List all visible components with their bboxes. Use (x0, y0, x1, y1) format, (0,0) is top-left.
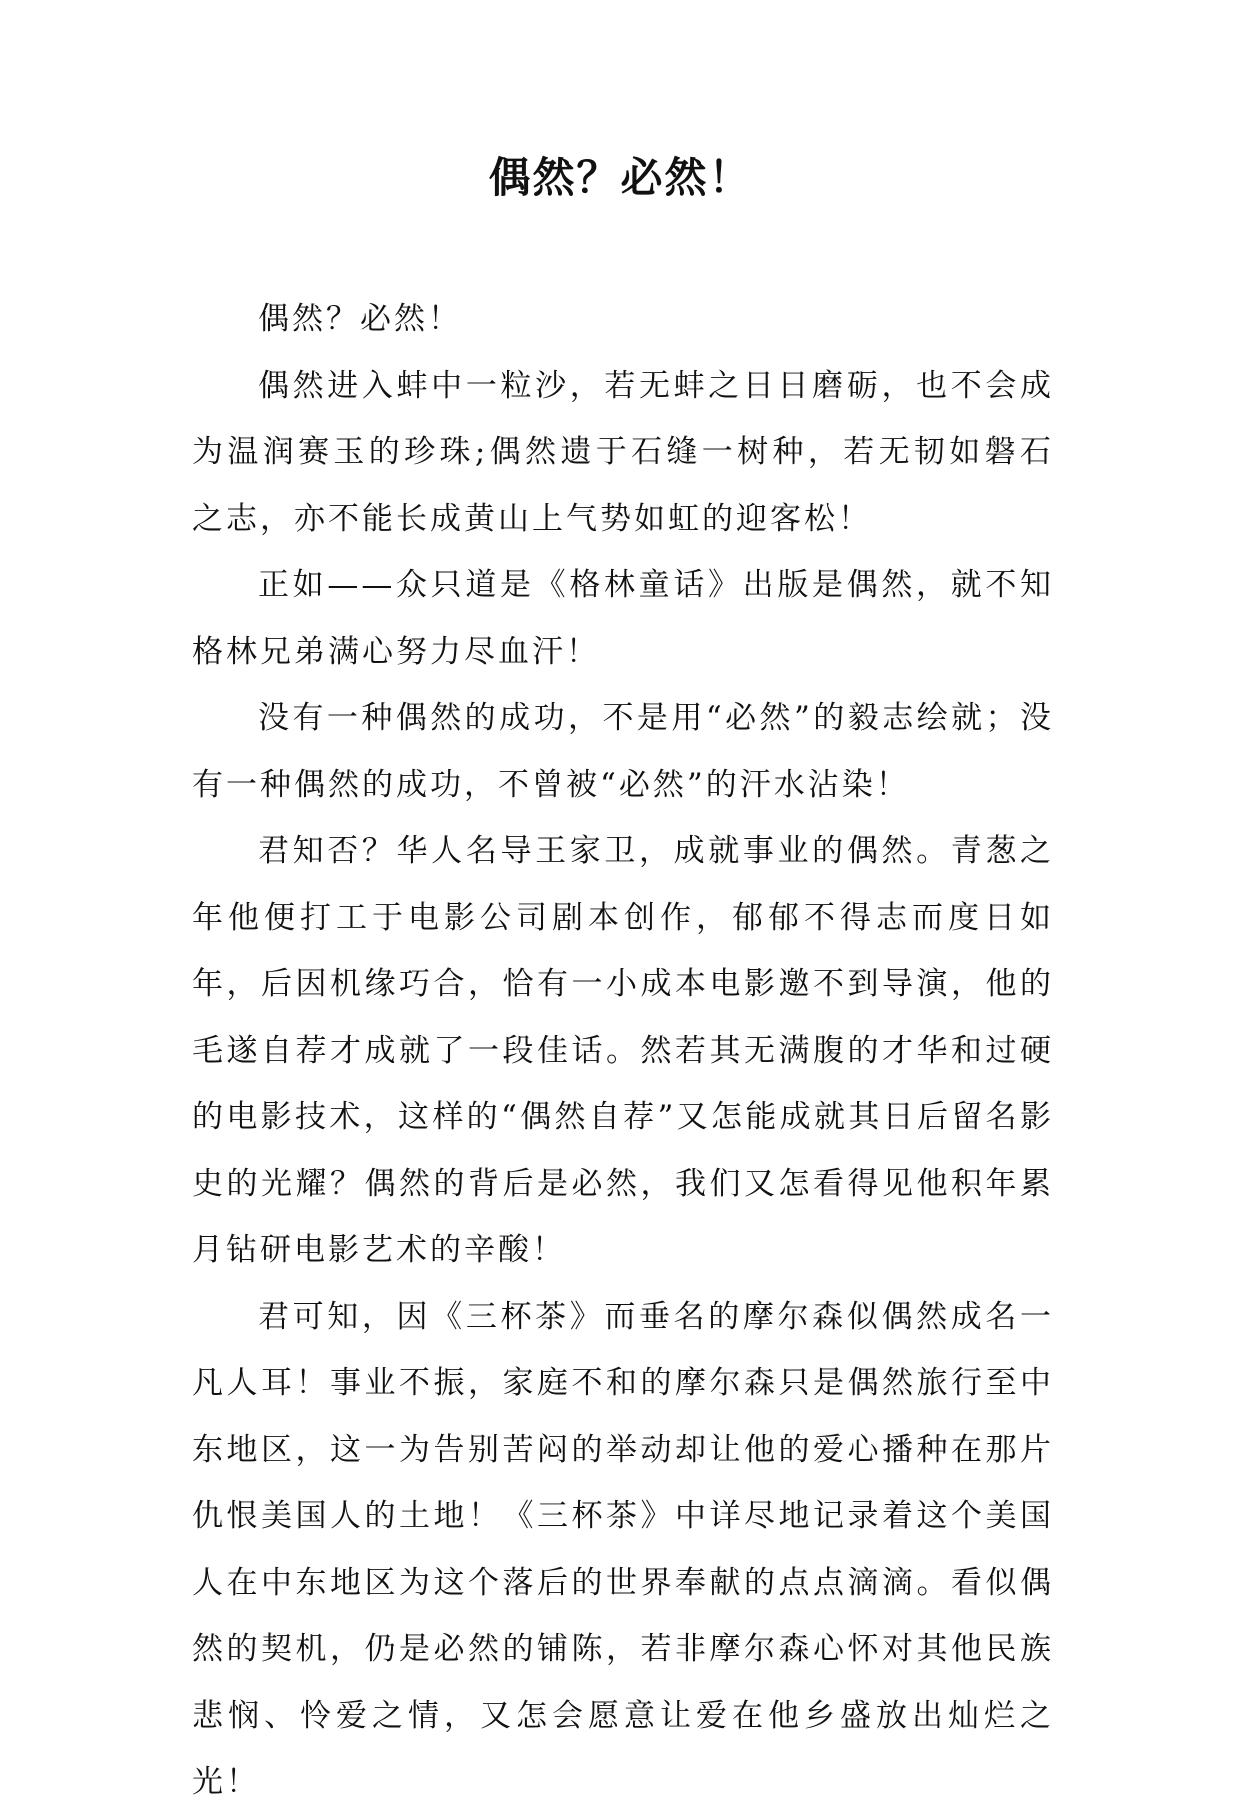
paragraph-6: 君可知，因《三杯茶》而垂名的摩尔森似偶然成名一凡人耳！事业不振，家庭不和的摩尔森只是偶然旅行至中东地区，这一为告别苦闷的举动却让他的爱心播种在那片仇恨美国人的土地！《三杯茶》中详尽地记录着这个美国人在中东地区为这个落后的世界奉献的点点滴滴。看似偶然的契机，仍是必然的铺陈，若非摩尔森心怀对其他民族悲悯、怜爱之情，又怎会愿意让爱在他乡盛放出灿烂之光！ (192, 1298, 1054, 1800)
paragraph-5: 君知否？华人名导王家卫，成就事业的偶然。青葱之年他便打工于电影公司剧本创作，郁郁不得志而度日如年，后因机缘巧合，恰有一小成本电影邀不到导演，他的毛遂自荐才成就了一段佳话。然若其无满腹的才华和过硬的电影技术，这样的“偶然自荐”又怎能成就其日后留名影史的光耀？偶然的背后是必然，我们又怎看得见他积年累月钻研电影艺术的辛酸！ (192, 833, 1054, 1268)
paragraph-1: 偶然？必然！ (258, 301, 462, 337)
paragraph-4: 没有一种偶然的成功，不是用“必然”的毅志绘就；没有一种偶然的成功，不曾被“必然”的汗水沾染！ (192, 700, 1054, 803)
document-body (192, 286, 1054, 1816)
paragraph-2: 偶然进入蚌中一粒沙，若无蚌之日日磨砺，也不会成为温润赛玉的珍珠;偶然遗于石缝一树种，若无韧如磐石之志，亦不能长成黄山上气势如虹的迎客松！ (192, 367, 1054, 537)
paragraph-3: 正如——众只道是《格林童话》出版是偶然，就不知格林兄弟满心努力尽血汗！ (192, 567, 1054, 670)
document-title: 偶然？必然！ (488, 153, 753, 202)
